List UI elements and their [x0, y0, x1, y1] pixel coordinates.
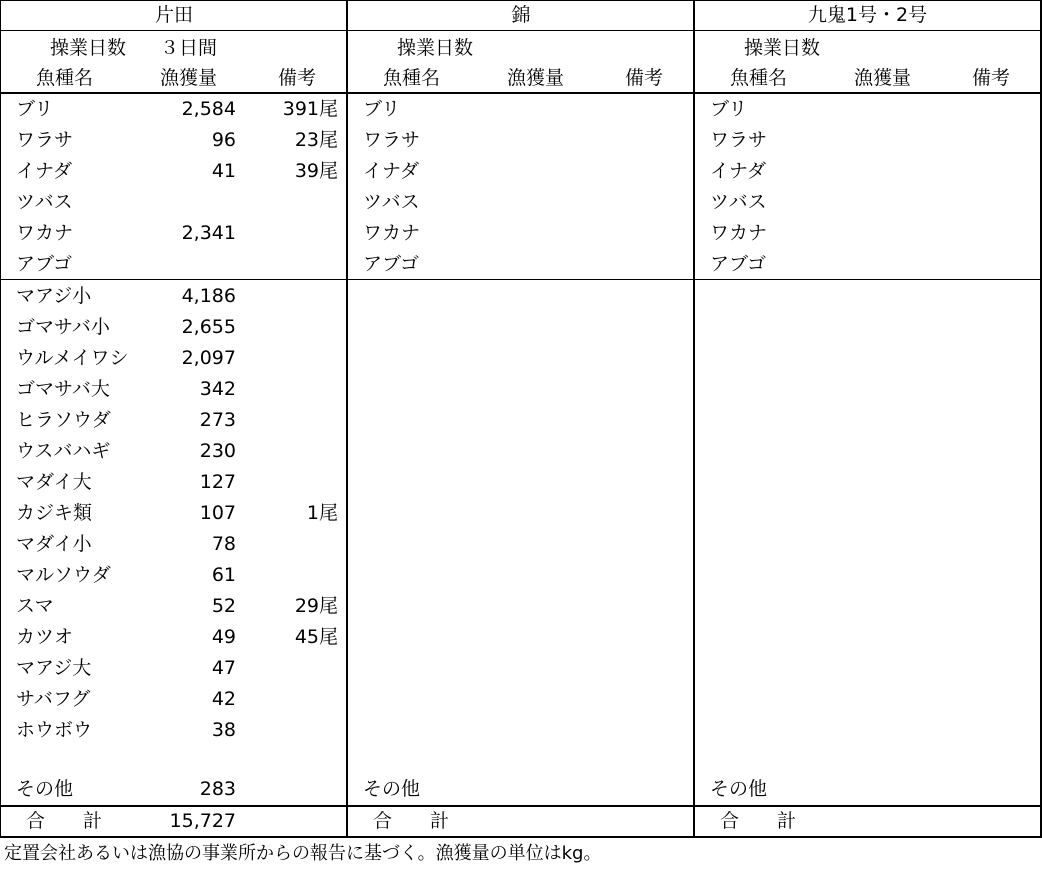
- total-amount: 15,727: [169, 810, 236, 832]
- table-row: [0, 405, 348, 436]
- catch-note: 29尾: [294, 595, 338, 617]
- table-row: [694, 218, 1041, 249]
- table-row: [694, 156, 1041, 187]
- species-name: マダイ小: [16, 533, 92, 555]
- species-name: ワカナ: [363, 222, 421, 244]
- operating-days-value: ３日間: [160, 37, 218, 59]
- table-row: [347, 94, 695, 125]
- table-row: [0, 187, 348, 218]
- table-row: [347, 218, 695, 249]
- operating-days-label: 操業日数: [50, 37, 127, 59]
- table-row: [0, 653, 348, 684]
- column-header-species: 魚種名: [383, 67, 441, 89]
- table-row: [694, 249, 1041, 280]
- column-header-catch: 漁獲量: [507, 67, 565, 89]
- species-name: ウルメイワシ: [16, 347, 129, 369]
- table-rule: [0, 279, 1042, 280]
- table-rule: [0, 836, 1042, 838]
- catch-amount: 4,186: [181, 285, 236, 307]
- other-species-row: [694, 774, 1041, 805]
- species-name: ワラサ: [363, 129, 421, 151]
- table-rule: [346, 0, 348, 838]
- catch-note: 1尾: [306, 502, 338, 524]
- species-name: ブリ: [710, 98, 748, 120]
- table-rule: [693, 0, 695, 838]
- table-row: [0, 715, 348, 746]
- species-name: カツオ: [16, 626, 74, 648]
- table-row: [0, 622, 348, 653]
- table-row: [0, 218, 348, 249]
- table-row: [0, 249, 348, 280]
- species-name: スマ: [16, 595, 54, 617]
- table-row: [0, 591, 348, 622]
- other-species-row: [0, 774, 348, 805]
- catch-amount: 38: [211, 719, 236, 741]
- location-panel: [347, 2, 695, 836]
- total-row: [694, 807, 1041, 836]
- other-species-label: その他: [16, 778, 74, 800]
- total-row: [347, 807, 695, 836]
- species-name: マアジ小: [16, 285, 92, 307]
- table-rule: [0, 0, 1, 838]
- species-name: アブゴ: [16, 253, 73, 275]
- species-name: ワカナ: [16, 222, 74, 244]
- column-header-species: 魚種名: [730, 67, 788, 89]
- column-header-notes: 備考: [972, 67, 1011, 89]
- species-name: ゴマサバ小: [16, 316, 110, 338]
- species-name: ワラサ: [16, 129, 74, 151]
- column-header-catch: 漁獲量: [160, 67, 218, 89]
- location-title: 錦: [511, 4, 531, 26]
- catch-amount: 2,097: [181, 347, 236, 369]
- other-species-amount: 283: [199, 778, 236, 800]
- catch-amount: 107: [199, 502, 236, 524]
- table-row: [694, 125, 1041, 156]
- location-panel: [0, 2, 348, 836]
- species-name: ワカナ: [710, 222, 768, 244]
- species-name: ウスバハギ: [16, 440, 111, 462]
- species-name: ホウボウ: [16, 719, 93, 741]
- species-name: ツバス: [16, 191, 73, 213]
- species-name: イナダ: [16, 160, 73, 182]
- species-name: マダイ大: [16, 471, 92, 493]
- table-row: [0, 156, 348, 187]
- species-name: イナダ: [363, 160, 420, 182]
- table-row: [0, 343, 348, 374]
- table-row: [0, 684, 348, 715]
- total-label: 合 計: [720, 810, 797, 832]
- operating-days-label: 操業日数: [744, 37, 821, 59]
- table-row: [347, 187, 695, 218]
- species-name: ワラサ: [710, 129, 768, 151]
- species-name: ブリ: [363, 98, 401, 120]
- catch-amount: 2,655: [181, 316, 236, 338]
- catch-amount: 42: [211, 688, 236, 710]
- table-rule: [0, 30, 1042, 31]
- catch-amount: 273: [199, 409, 236, 431]
- catch-amount: 342: [199, 378, 236, 400]
- table-row: [0, 125, 348, 156]
- table-row: [694, 94, 1041, 125]
- table-rule: [0, 92, 1042, 94]
- table-row: [347, 125, 695, 156]
- species-name: サバフグ: [16, 688, 91, 710]
- location-panel: [694, 2, 1041, 836]
- table-row: [694, 187, 1041, 218]
- table-row: [0, 436, 348, 467]
- species-name: アブゴ: [710, 253, 767, 275]
- table-rule: [0, 0, 1042, 1]
- species-name: マアジ大: [16, 657, 92, 679]
- table-row: [347, 156, 695, 187]
- location-title: 九鬼1号・2号: [807, 4, 928, 26]
- catch-amount: 2,341: [181, 222, 236, 244]
- catch-amount: 52: [211, 595, 236, 617]
- species-name: イナダ: [710, 160, 767, 182]
- column-header-species: 魚種名: [36, 67, 94, 89]
- total-label: 合 計: [26, 810, 103, 832]
- species-name: マルソウダ: [16, 564, 111, 586]
- table-rule: [0, 805, 1042, 807]
- total-row: [0, 807, 348, 836]
- table-row: [0, 529, 348, 560]
- location-title: 片田: [154, 4, 193, 26]
- other-species-label: その他: [363, 778, 421, 800]
- catch-note: 391尾: [282, 98, 338, 120]
- catch-amount: 96: [211, 129, 236, 151]
- table-row: [0, 94, 348, 125]
- column-header-notes: 備考: [278, 67, 317, 89]
- other-species-row: [347, 774, 695, 805]
- table-row: [0, 281, 348, 312]
- table-row: [0, 374, 348, 405]
- catch-note: 45尾: [294, 626, 338, 648]
- catch-amount: 47: [211, 657, 236, 679]
- catch-amount: 2,584: [181, 98, 236, 120]
- catch-amount: 230: [199, 440, 236, 462]
- species-name: ブリ: [16, 98, 54, 120]
- footnote: 定置会社あるいは漁協の事業所からの報告に基づく。漁獲量の単位はkg。: [4, 843, 602, 864]
- species-name: ツバス: [363, 191, 420, 213]
- catch-amount: 61: [211, 564, 236, 586]
- catch-note: 23尾: [294, 129, 338, 151]
- species-name: カジキ類: [16, 502, 93, 524]
- table-row: [0, 467, 348, 498]
- table-row: [0, 498, 348, 529]
- table-row: [0, 560, 348, 591]
- species-name: アブゴ: [363, 253, 420, 275]
- catch-amount: 41: [211, 160, 236, 182]
- table-row: [347, 249, 695, 280]
- operating-days-label: 操業日数: [397, 37, 474, 59]
- total-label: 合 計: [373, 810, 450, 832]
- column-header-catch: 漁獲量: [854, 67, 912, 89]
- species-name: ツバス: [710, 191, 767, 213]
- species-name: ゴマサバ大: [16, 378, 110, 400]
- catch-amount: 49: [211, 626, 236, 648]
- other-species-label: その他: [710, 778, 768, 800]
- column-header-notes: 備考: [625, 67, 664, 89]
- table-row: [0, 312, 348, 343]
- catch-note: 39尾: [294, 160, 338, 182]
- species-name: ヒラソウダ: [16, 409, 111, 431]
- catch-amount: 78: [211, 533, 236, 555]
- catch-amount: 127: [199, 471, 236, 493]
